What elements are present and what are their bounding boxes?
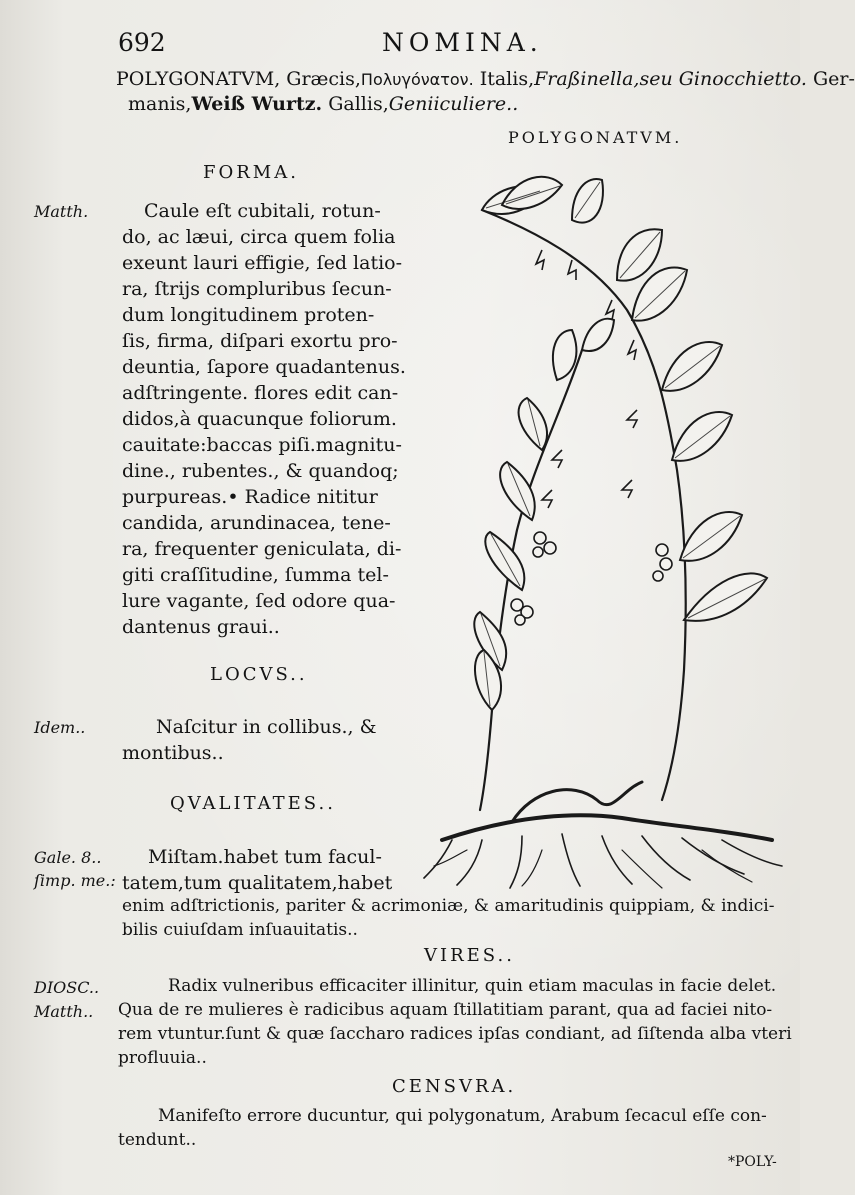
text-line: Qua de re mulieres è radicibus aquam ſtillatitiam parant, qua ad faciei nito- [118,1000,773,1020]
text-line: rem vtuntur.ſunt & quæ ſaccharo radices ipſas condiant, ad ſiſtenda alba vteri [118,1024,792,1044]
page-number: 692 [118,28,166,57]
vires-heading: VIRES.. [424,945,515,966]
names-italian: Fraßinella,seu Ginocchietto. [534,68,807,90]
text-line: adſtringente. flores edit can- [122,382,399,404]
names-italian-label: Italis, [473,68,535,90]
qualitates-text-narrow [122,844,392,896]
berries [511,532,672,625]
catchword: *POLY- [728,1154,777,1170]
locus-heading: LOCVS.. [210,664,308,685]
names-line-1 [116,68,855,90]
names-latin: POLYGONATVM, Græcis, [116,68,361,90]
censura-heading: CENSVRA. [392,1076,517,1097]
text-line: dantenus graui.. [122,616,280,638]
text-line: Manifeſto errore ducuntur, qui polygonatum, Arabum ſecacul eſſe con- [158,1106,767,1126]
qualitates-margin-note-2: ſimp. me.: [34,871,116,890]
figure-caption: POLYGONATVM. [508,128,683,147]
censura-text [118,1104,767,1152]
text-line: Radix vulneribus efficaciter illinitur, quin etiam maculas in facie delet. [168,976,777,996]
vires-text [118,974,792,1070]
names-greek: Πολυγόνατον. [360,70,474,89]
forma-text [122,198,406,640]
text-line: dine., rubentes., & quandoq; [122,460,399,482]
text-line: tendunt.. [118,1130,197,1150]
names-line1-tail: Ger- [806,68,855,90]
locus-margin-note: Idem.. [34,718,86,737]
text-line: tatem,tum qualitatem,habet [122,872,393,894]
text-line: montibus.. [122,742,224,764]
text-line: dum longitudinem proten- [122,304,375,326]
text-line: do, ac læui, circa quem folia [122,226,396,248]
text-line: bilis cuiuſdam inſuauitatis.. [122,920,358,940]
text-line: Naſcitur in collibus., & [156,716,377,738]
text-line: ra, frequenter geniculata, di- [122,538,402,560]
text-line: ra, ſtrijs compluribus ſecun- [122,278,392,300]
text-line: enim adſtrictionis, pariter & acrimoniæ, & amaritudinis quippiam, & indici- [122,896,775,916]
forma-heading: FORMA. [203,162,299,183]
qualitates-margin-note-1: Gale. 8.. [34,848,102,867]
text-line: cauitate:baccas piſi.magnitu- [122,434,402,456]
locus-text [122,714,377,766]
polygonatum-woodcut-illustration [422,150,792,890]
text-line: Miſtam.habet tum facul- [148,846,382,868]
names-french-label: Gallis, [322,93,389,115]
text-line: deuntia, ſapore quadantenus. [122,356,406,378]
rhizome [442,815,772,840]
names-french: Geniiculiere.. [388,93,519,115]
forma-margin-note: Matth. [34,202,89,221]
qualitates-heading: QVALITATES.. [170,793,336,814]
text-line: profluuia.. [118,1048,207,1068]
text-line: giti craſſitudine, ſumma tel- [122,564,389,586]
text-line: candida, arundinacea, tene- [122,512,391,534]
text-line: ſis, firma, diſpari exortu pro- [122,330,398,352]
text-line: lure vagante, ſed odore qua- [122,590,396,612]
qualitates-text-wide [122,894,774,942]
names-german: Weiß Wurtz. [191,93,323,115]
flowers [536,250,637,508]
names-line-2 [128,93,518,115]
leaves [474,177,767,710]
text-line: Caule eſt cubitali, rotun- [144,200,381,222]
vires-margin-note-1: DIOSC.. [34,978,100,997]
text-line: exeunt lauri effigie, ſed latio- [122,252,403,274]
running-title: NOMINA. [382,28,543,57]
names-german-label: manis, [128,93,192,115]
text-line: didos,à quacunque foliorum. [122,408,397,430]
vires-margin-note-2: Matth.. [34,1002,94,1021]
text-line: purpureas.• Radice nititur [122,486,378,508]
